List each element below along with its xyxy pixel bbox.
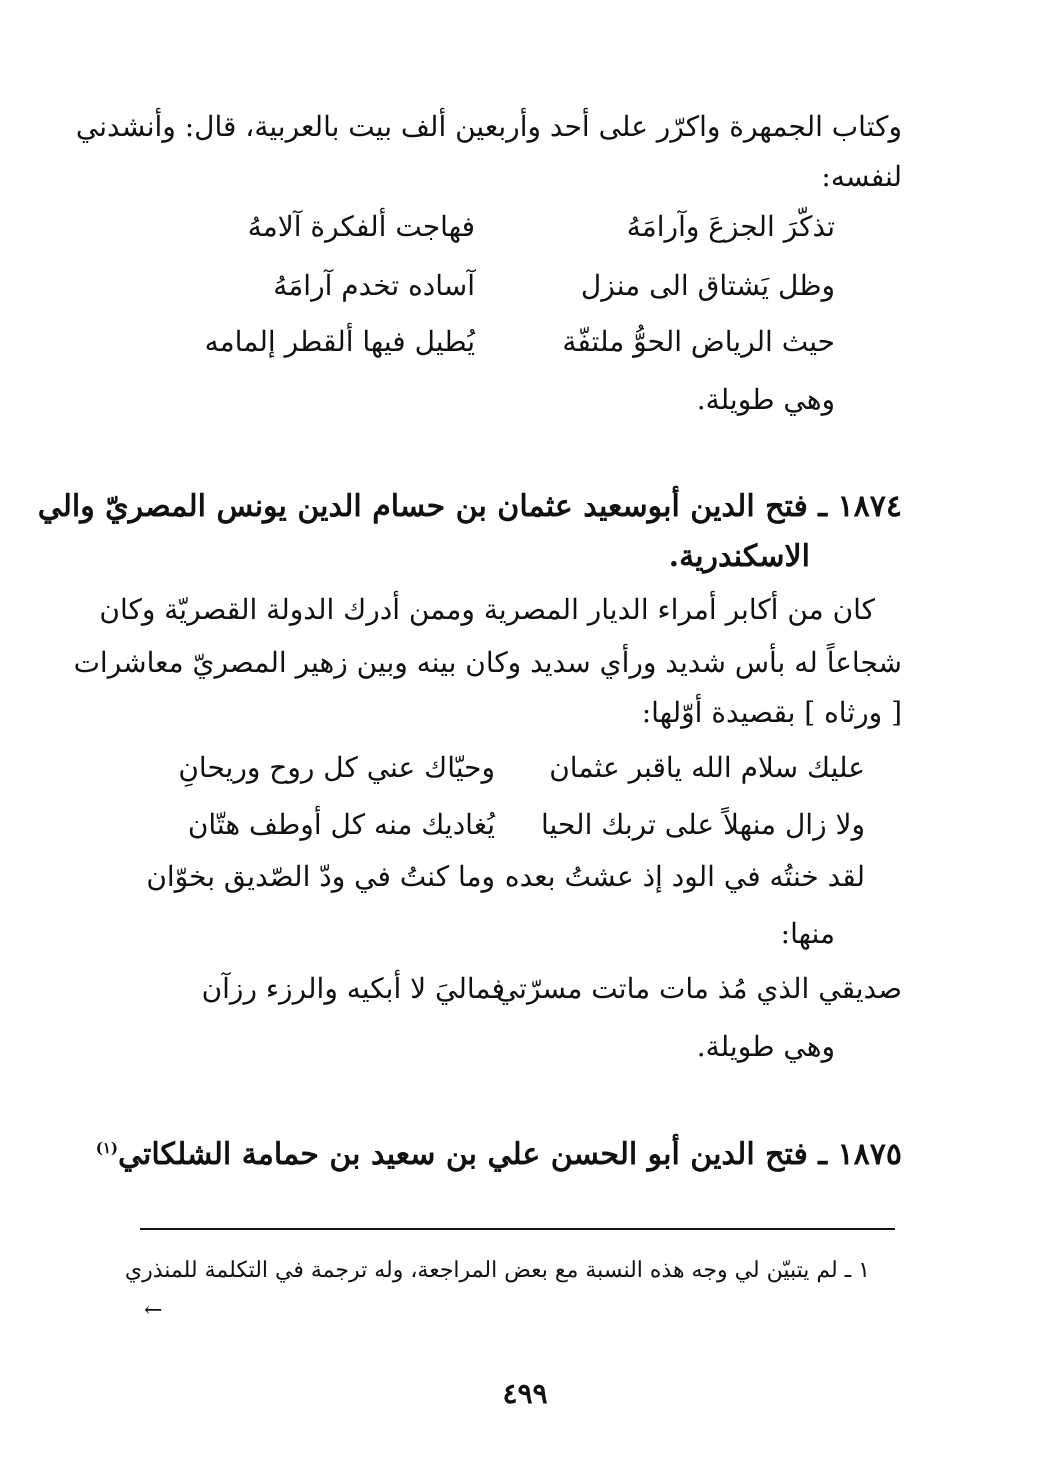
poem2-verse-2-first-hemistich: ولا زال منهلاً على تربك الحيا (540, 808, 865, 841)
poem1-verse-1-first-hemistich: تذكّرَ الجزعَ وآرامَهُ (626, 210, 835, 243)
entry-1875-heading-text: ١٨٧٥ ـ فتح الدين أبو الحسن علي بن سعيد بن حمامة الشلكاتي (118, 1137, 902, 1172)
poem1-note: وهي طويلة. (696, 383, 835, 416)
poem1-verse-1-second-hemistich: فهاجت ألفكرة آلامهُ (247, 210, 475, 243)
poem2-verse-1-second-hemistich: وحيّاك عني كل روح وريحانِ (178, 751, 495, 784)
poem2-verse-2-second-hemistich: يُغاديك منه كل أوطف هتّان (187, 808, 495, 841)
page-number: ٤٩٩ (502, 1377, 548, 1410)
entry-1874-heading-line-2: الاسكندرية. (668, 539, 810, 574)
entry-1874-body-line-2: شجاعاً له بأس شديد ورأي سديد وكان بينه وبين زهير المصريّ معاشرات (73, 646, 902, 679)
footnote-reference-marker: (١) (95, 1139, 119, 1157)
entry-1874-body-line-1: كان من أكابر أمراء الديار المصرية وممن أدرك الدولة القصريّة وكان (99, 593, 875, 626)
top-paragraph-line-1: وكتاب الجمهرة واكرّر على أحد وأربعين ألف بيت بالعربية، قال: وأنشدني (75, 110, 902, 143)
poem2-verse-3-first-hemistich: لقد خنتُه في الود إذ عشتُ بعده (504, 860, 865, 893)
top-paragraph-line-2: لنفسه: (821, 160, 902, 193)
poem2-extra-verse-first-hemistich: صديقي الذي مُذ مات ماتت مسرّتي (495, 972, 902, 1005)
entry-1874-body-line-3: [ ورثاه ] بقصيدة أوّلها: (641, 696, 902, 729)
poem1-verse-2-second-hemistich: آساده تخدم آرامَهُ (273, 269, 475, 302)
entry-1875-heading (96, 1135, 902, 1175)
entry-1874-heading-line-1: ١٨٧٤ ـ فتح الدين أبوسعيد عثمان بن حسام الدين يونس المصريّ والي (37, 489, 902, 524)
poem2-note: وهي طويلة. (696, 1030, 835, 1063)
poem1-verse-3-second-hemistich: يُطيل فيها ألقطر إلمامه (204, 325, 475, 358)
poem1-verse-2-first-hemistich: وظل يَشتاق الى منزل (580, 269, 835, 302)
continuation-arrow-icon: ← (144, 1298, 163, 1323)
footnote-separator-line (140, 1228, 895, 1230)
poem1-verse-3-first-hemistich: حيث الرياض الحوُّ ملتفّة (562, 325, 835, 358)
poem2-minha-label: منها: (780, 917, 835, 950)
poem2-verse-1-first-hemistich: عليك سلام الله ياقبر عثمان (549, 751, 865, 784)
poem2-verse-3-second-hemistich: وما كنتُ في ودّ الصّديق بخوّان (146, 860, 495, 893)
poem2-extra-verse-second-hemistich: فماليَ لا أبكيه والرزء رزآن (201, 972, 505, 1005)
footnote-text: ١ ـ لم يتبيّن لي وجه هذه النسبة مع بعض المراجعة، وله ترجمة في التكلمة للمنذري (124, 1258, 870, 1283)
